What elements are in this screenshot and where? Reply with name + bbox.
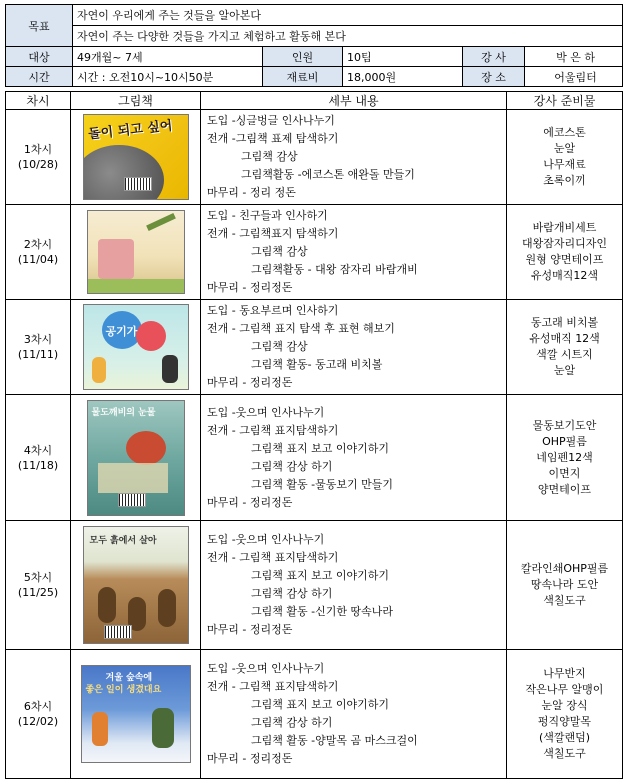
session-cell — [6, 205, 71, 300]
session-number: 2차시 — [23, 238, 53, 251]
book-cover-cell — [71, 521, 201, 650]
detail-line: 마무리 - 정리 정돈 — [207, 186, 296, 199]
book-cover-cell — [71, 395, 201, 521]
detail-line: 마무리 - 정리정돈 — [207, 376, 293, 389]
time-value: 시간 : 오전10시~10시50분 — [73, 67, 263, 87]
detail-line: 그림책 활동- 동고래 비치볼 — [251, 358, 383, 371]
book-cover-image — [81, 665, 191, 763]
material-item: 나무재료 — [543, 158, 586, 171]
details-cell — [201, 650, 507, 779]
session-number: 5차시 — [23, 571, 53, 584]
session-cell — [6, 521, 71, 650]
goal-line-1: 자연이 우리에게 주는 것들을 알아본다 — [73, 5, 623, 26]
book-cover-cell — [71, 650, 201, 779]
detail-line: 마무리 - 정리정돈 — [207, 495, 293, 509]
material-item: 나무반지 — [543, 667, 586, 680]
barcode-sticker — [124, 177, 152, 191]
material-item: 색깔 시트지 — [536, 348, 593, 361]
detail-line: 그림책 표지 보고 이야기하기 — [251, 569, 390, 582]
detail-line: 그림책 감상 — [241, 150, 298, 163]
detail-line: 전개 - 그림책표지 탐색하기 — [207, 227, 339, 240]
session-number: 4차시 — [23, 443, 53, 457]
barcode-sticker — [104, 625, 132, 639]
material-item: 에코스톤 — [543, 126, 586, 139]
place-value: 어울림터 — [525, 67, 623, 87]
book-title: 물도깨비의 눈물 — [91, 407, 156, 418]
materials-cell — [507, 110, 623, 205]
target-value: 49개월~ 7세 — [73, 47, 263, 67]
detail-line: 도입 -웃으며 인사나누기 — [207, 405, 325, 419]
table-row — [6, 650, 623, 779]
book-cover-cell — [71, 300, 201, 395]
materials-cell — [507, 521, 623, 650]
detail-line: 그림책활동 - 대왕 잠자리 바람개비 — [251, 263, 418, 276]
table-row — [6, 300, 623, 395]
session-cell — [6, 300, 71, 395]
material-item: 유성매직 12색 — [529, 332, 600, 345]
material-item: 동고래 비치볼 — [530, 316, 599, 329]
book-cover-image — [83, 304, 189, 390]
book-cover-image — [83, 114, 189, 200]
detail-line: 그림책활동 -에코스톤 애완돌 만들기 — [241, 168, 415, 181]
table-row — [6, 205, 623, 300]
session-date: (10/28) — [17, 158, 59, 171]
session-number: 1차시 — [23, 143, 53, 156]
book-title: 공기가 — [105, 325, 138, 338]
material-item: 눈알 장식 — [541, 699, 588, 712]
time-label: 시간 — [6, 67, 73, 87]
header-materials: 강사 준비물 — [507, 92, 623, 110]
schedule-header-row — [6, 92, 623, 110]
materials-cell — [507, 205, 623, 300]
detail-line: 전개 - 그림책 표지탐색하기 — [207, 680, 339, 693]
details-cell — [201, 300, 507, 395]
session-date: (11/04) — [17, 253, 59, 266]
detail-line: 그림책 표지 보고 이야기하기 — [251, 441, 390, 455]
header-session: 차시 — [6, 92, 71, 110]
book-title-line-2: 좋은 일이 생겼대요 — [85, 685, 162, 695]
material-item: (색깔랜덤) — [538, 731, 591, 744]
material-item: 바람개비세트 — [532, 221, 597, 234]
session-cell — [6, 110, 71, 205]
detail-line: 마무리 - 정리정돈 — [207, 752, 293, 765]
material-item: 초록이끼 — [543, 174, 586, 187]
table-row — [6, 110, 623, 205]
barcode-sticker — [118, 493, 146, 507]
book-cover-cell — [71, 110, 201, 205]
table-row — [6, 395, 623, 521]
book-title-line-1: 겨울 숲속에 — [105, 673, 153, 683]
header-details: 세부 내용 — [201, 92, 507, 110]
detail-line: 전개 -그림책 표제 탐색하기 — [207, 132, 339, 145]
material-item: 색칠도구 — [543, 594, 586, 607]
materials-cell — [507, 300, 623, 395]
teacher-value: 박 은 하 — [525, 47, 623, 67]
session-cell — [6, 650, 71, 779]
session-number: 3차시 — [23, 333, 53, 346]
book-cover-image — [87, 400, 185, 516]
people-value: 10팀 — [343, 47, 463, 67]
material-item: 작은나무 알맹이 — [525, 683, 604, 696]
header-picture-book: 그림책 — [71, 92, 201, 110]
material-item: 네임펜12색 — [536, 450, 593, 464]
book-cover-cell — [71, 205, 201, 300]
detail-line: 그림책 감상 하기 — [251, 459, 333, 473]
detail-line: 도입 -싱글벙글 인사나누기 — [207, 114, 335, 127]
session-date: (11/25) — [17, 586, 59, 599]
detail-line: 도입 - 친구들과 인사하기 — [207, 209, 328, 222]
session-date: (11/18) — [17, 458, 59, 472]
program-info-table — [5, 4, 623, 87]
detail-line: 도입 -웃으며 인사나누기 — [207, 533, 325, 546]
book-title: 돌이 되고 싶어 — [87, 118, 173, 143]
book-cover-image — [87, 210, 185, 294]
detail-line: 그림책 감상 하기 — [251, 716, 333, 729]
detail-line: 그림책 활동 -신기한 땅속나라 — [251, 605, 393, 618]
detail-line: 마무리 - 정리정돈 — [207, 623, 293, 636]
material-item: 땅속나라 도안 — [530, 578, 599, 591]
material-item: 대왕잠자리디자인 — [521, 237, 607, 250]
detail-line: 전개 - 그림책 표지탐색하기 — [207, 423, 339, 437]
material-item: 양면테이프 — [537, 482, 592, 496]
table-row — [6, 521, 623, 650]
material-item: 펑직양말목 — [537, 715, 592, 728]
cost-label: 재료비 — [263, 67, 343, 87]
details-cell — [201, 395, 507, 521]
details-cell — [201, 521, 507, 650]
detail-line: 그림책 활동 -양말목 곰 마스크걸이 — [251, 734, 418, 747]
detail-line: 그림책 감상 하기 — [251, 587, 333, 600]
details-cell — [201, 110, 507, 205]
book-title: 모두 흙에서 살아 — [89, 536, 157, 546]
cost-value: 18,000원 — [343, 67, 463, 87]
teacher-label: 강 사 — [463, 47, 525, 67]
material-item: 칼라인쇄OHP필름 — [520, 562, 609, 575]
goal-line-2: 자연이 주는 다양한 것들을 가지고 체험하고 활동해 본다 — [73, 26, 623, 47]
goal-label: 목표 — [6, 5, 73, 47]
detail-line: 도입 - 동요부르며 인사하기 — [207, 304, 339, 317]
material-item: 눈알 — [553, 364, 576, 377]
material-item: 유성매직12색 — [530, 269, 599, 282]
schedule-table — [5, 91, 623, 779]
people-label: 인원 — [263, 47, 343, 67]
detail-line: 도입 -웃으며 인사나누기 — [207, 662, 325, 675]
details-cell — [201, 205, 507, 300]
material-item: 색칠도구 — [543, 747, 586, 760]
material-item: 이면지 — [548, 466, 581, 480]
detail-line: 그림책 감상 — [251, 340, 308, 353]
materials-cell — [507, 650, 623, 779]
session-cell — [6, 395, 71, 521]
target-label: 대상 — [6, 47, 73, 67]
place-label: 장 소 — [463, 67, 525, 87]
detail-line: 전개 - 그림책 표지 탐색 후 표현 해보기 — [207, 322, 395, 335]
detail-line: 전개 - 그림책 표지탐색하기 — [207, 551, 339, 564]
book-cover-image — [83, 526, 189, 644]
session-date: (11/11) — [17, 348, 59, 361]
session-number: 6차시 — [23, 700, 53, 713]
material-item: 눈알 — [553, 142, 576, 155]
detail-line: 그림책 활동 -물동보기 만들기 — [251, 477, 393, 491]
session-date: (12/02) — [17, 715, 59, 728]
detail-line: 그림책 표지 보고 이야기하기 — [251, 698, 390, 711]
material-item: 물동보기도안 — [532, 418, 597, 432]
material-item: OHP필름 — [542, 434, 587, 448]
material-item: 원형 양면테이프 — [525, 253, 604, 266]
materials-cell — [507, 395, 623, 521]
detail-line: 그림책 감상 — [251, 245, 308, 258]
detail-line: 마무리 - 정리정돈 — [207, 281, 293, 294]
